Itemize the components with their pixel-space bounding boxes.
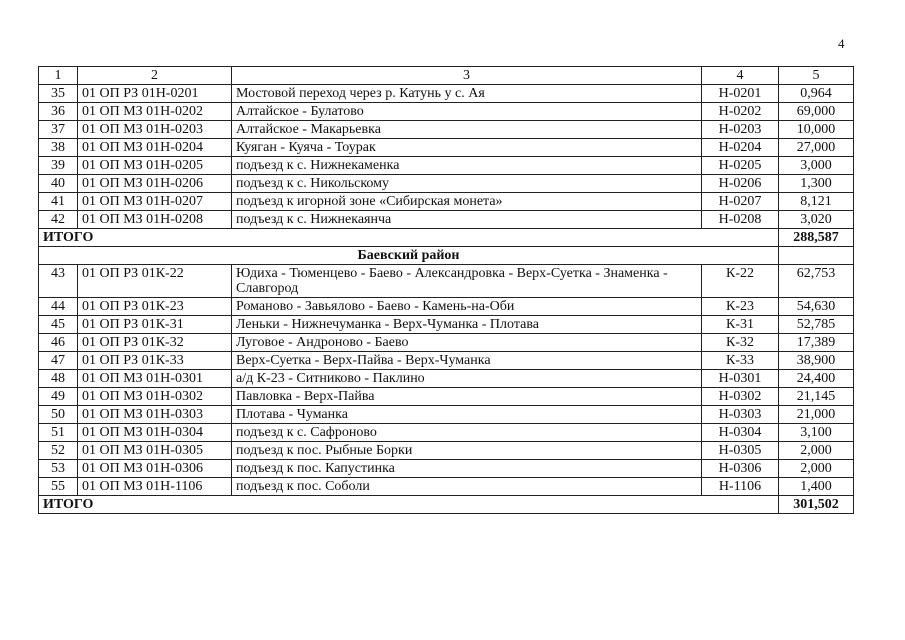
table-row — [39, 121, 854, 139]
road-name: Юдиха - Тюменцево - Баево - Александровка - Верх-Суетка - Знаменка - Славгород — [232, 265, 702, 298]
road-length: 38,900 — [779, 352, 854, 370]
road-index: Н-0205 — [702, 157, 779, 175]
page-number: 4 — [838, 36, 845, 51]
total-value-2: 301,502 — [779, 496, 854, 514]
table-row — [39, 139, 854, 157]
road-name: а/д К-23 - Ситниково - Паклино — [232, 370, 702, 388]
table-row — [39, 175, 854, 193]
road-index: Н-0208 — [702, 211, 779, 229]
row-number: 44 — [39, 298, 78, 316]
road-code: 01 ОП МЗ 01Н-0305 — [78, 442, 232, 460]
section-empty-cell — [779, 247, 854, 265]
row-number: 38 — [39, 139, 78, 157]
road-name: Куяган - Куяча - Тоурак — [232, 139, 702, 157]
row-number: 45 — [39, 316, 78, 334]
row-number: 40 — [39, 175, 78, 193]
road-length: 52,785 — [779, 316, 854, 334]
road-index: Н-0207 — [702, 193, 779, 211]
header-col-1: 1 — [39, 67, 78, 85]
total-value-1: 288,587 — [779, 229, 854, 247]
table-row — [39, 460, 854, 478]
road-length: 2,000 — [779, 442, 854, 460]
road-code: 01 ОП МЗ 01Н-0302 — [78, 388, 232, 406]
roads-table — [38, 66, 854, 514]
table-row — [39, 85, 854, 103]
road-length: 3,100 — [779, 424, 854, 442]
road-code: 01 ОП МЗ 01Н-1106 — [78, 478, 232, 496]
road-name: Верх-Суетка - Верх-Пайва - Верх-Чуманка — [232, 352, 702, 370]
road-length: 21,000 — [779, 406, 854, 424]
total-label-2: ИТОГО — [39, 496, 779, 514]
road-code: 01 ОП РЗ 01К-31 — [78, 316, 232, 334]
road-code: 01 ОП РЗ 01К-22 — [78, 265, 232, 298]
table-row — [39, 406, 854, 424]
row-number: 53 — [39, 460, 78, 478]
road-index: Н-0303 — [702, 406, 779, 424]
road-name: подъезд к с. Никольскому — [232, 175, 702, 193]
road-length: 69,000 — [779, 103, 854, 121]
road-code: 01 ОП МЗ 01Н-0306 — [78, 460, 232, 478]
road-index: Н-0202 — [702, 103, 779, 121]
row-number: 50 — [39, 406, 78, 424]
road-code: 01 ОП МЗ 01Н-0203 — [78, 121, 232, 139]
total-label-1: ИТОГО — [39, 229, 779, 247]
row-number: 51 — [39, 424, 78, 442]
road-index: К-23 — [702, 298, 779, 316]
row-number: 37 — [39, 121, 78, 139]
table-row — [39, 103, 854, 121]
road-index: Н-0306 — [702, 460, 779, 478]
road-index: Н-0201 — [702, 85, 779, 103]
road-length: 1,300 — [779, 175, 854, 193]
road-name: Романово - Завьялово - Баево - Камень-на-Оби — [232, 298, 702, 316]
road-name: Алтайское - Макарьевка — [232, 121, 702, 139]
header-col-2: 2 — [78, 67, 232, 85]
table-row — [39, 388, 854, 406]
road-length: 27,000 — [779, 139, 854, 157]
road-index: К-22 — [702, 265, 779, 298]
table-row — [39, 442, 854, 460]
row-number: 42 — [39, 211, 78, 229]
road-length: 24,400 — [779, 370, 854, 388]
road-index: Н-0204 — [702, 139, 779, 157]
table-row — [39, 334, 854, 352]
road-index: Н-0206 — [702, 175, 779, 193]
road-name: Алтайское - Булатово — [232, 103, 702, 121]
road-code: 01 ОП МЗ 01Н-0303 — [78, 406, 232, 424]
table-header-row — [39, 67, 854, 85]
road-name: Плотава - Чуманка — [232, 406, 702, 424]
table-row — [39, 370, 854, 388]
road-name: подъезд к с. Сафроново — [232, 424, 702, 442]
row-number: 55 — [39, 478, 78, 496]
road-index: Н-0302 — [702, 388, 779, 406]
road-index: Н-0304 — [702, 424, 779, 442]
road-length: 54,630 — [779, 298, 854, 316]
road-index: Н-0203 — [702, 121, 779, 139]
road-length: 2,000 — [779, 460, 854, 478]
row-number: 43 — [39, 265, 78, 298]
row-number: 41 — [39, 193, 78, 211]
road-name: подъезд к с. Нижнекаянча — [232, 211, 702, 229]
row-number: 35 — [39, 85, 78, 103]
road-name: подъезд к пос. Капустинка — [232, 460, 702, 478]
road-code: 01 ОП МЗ 01Н-0208 — [78, 211, 232, 229]
road-length: 3,020 — [779, 211, 854, 229]
table-row — [39, 211, 854, 229]
road-index: К-31 — [702, 316, 779, 334]
section-row — [39, 247, 854, 265]
road-code: 01 ОП МЗ 01Н-0301 — [78, 370, 232, 388]
row-number: 47 — [39, 352, 78, 370]
table-row — [39, 316, 854, 334]
total-row-1 — [39, 229, 854, 247]
road-index: Н-0301 — [702, 370, 779, 388]
road-code: 01 ОП МЗ 01Н-0205 — [78, 157, 232, 175]
road-name: Луговое - Андроново - Баево — [232, 334, 702, 352]
table-row — [39, 352, 854, 370]
road-name: Леньки - Нижнечуманка - Верх-Чуманка - Плотава — [232, 316, 702, 334]
row-number: 39 — [39, 157, 78, 175]
header-col-4: 4 — [702, 67, 779, 85]
header-col-5: 5 — [779, 67, 854, 85]
road-length: 1,400 — [779, 478, 854, 496]
table-row — [39, 424, 854, 442]
road-length: 8,121 — [779, 193, 854, 211]
road-length: 17,389 — [779, 334, 854, 352]
row-number: 48 — [39, 370, 78, 388]
row-number: 36 — [39, 103, 78, 121]
road-code: 01 ОП РЗ 01К-33 — [78, 352, 232, 370]
road-code: 01 ОП МЗ 01Н-0206 — [78, 175, 232, 193]
road-name: подъезд к с. Нижнекаменка — [232, 157, 702, 175]
table-row — [39, 478, 854, 496]
table-row — [39, 193, 854, 211]
road-code: 01 ОП МЗ 01Н-0202 — [78, 103, 232, 121]
road-code: 01 ОП РЗ 01К-23 — [78, 298, 232, 316]
road-index: К-33 — [702, 352, 779, 370]
road-code: 01 ОП МЗ 01Н-0304 — [78, 424, 232, 442]
section-title: Баевский район — [39, 247, 779, 265]
row-number: 49 — [39, 388, 78, 406]
total-row-2 — [39, 496, 854, 514]
road-length: 21,145 — [779, 388, 854, 406]
road-index: К-32 — [702, 334, 779, 352]
header-col-3: 3 — [232, 67, 702, 85]
road-code: 01 ОП РЗ 01К-32 — [78, 334, 232, 352]
table-row — [39, 298, 854, 316]
table-row — [39, 157, 854, 175]
road-length: 0,964 — [779, 85, 854, 103]
road-code: 01 ОП РЗ 01Н-0201 — [78, 85, 232, 103]
road-name: Павловка - Верх-Пайва — [232, 388, 702, 406]
row-number: 46 — [39, 334, 78, 352]
road-name: подъезд к пос. Рыбные Борки — [232, 442, 702, 460]
road-name: подъезд к игорной зоне «Сибирская монета» — [232, 193, 702, 211]
road-length: 3,000 — [779, 157, 854, 175]
road-length: 10,000 — [779, 121, 854, 139]
row-number: 52 — [39, 442, 78, 460]
road-code: 01 ОП МЗ 01Н-0204 — [78, 139, 232, 157]
road-name: Мостовой переход через р. Катунь у с. Ая — [232, 85, 702, 103]
road-length: 62,753 — [779, 265, 854, 298]
road-index: Н-0305 — [702, 442, 779, 460]
road-code: 01 ОП МЗ 01Н-0207 — [78, 193, 232, 211]
road-index: Н-1106 — [702, 478, 779, 496]
road-name: подъезд к пос. Соболи — [232, 478, 702, 496]
table-row — [39, 265, 854, 298]
